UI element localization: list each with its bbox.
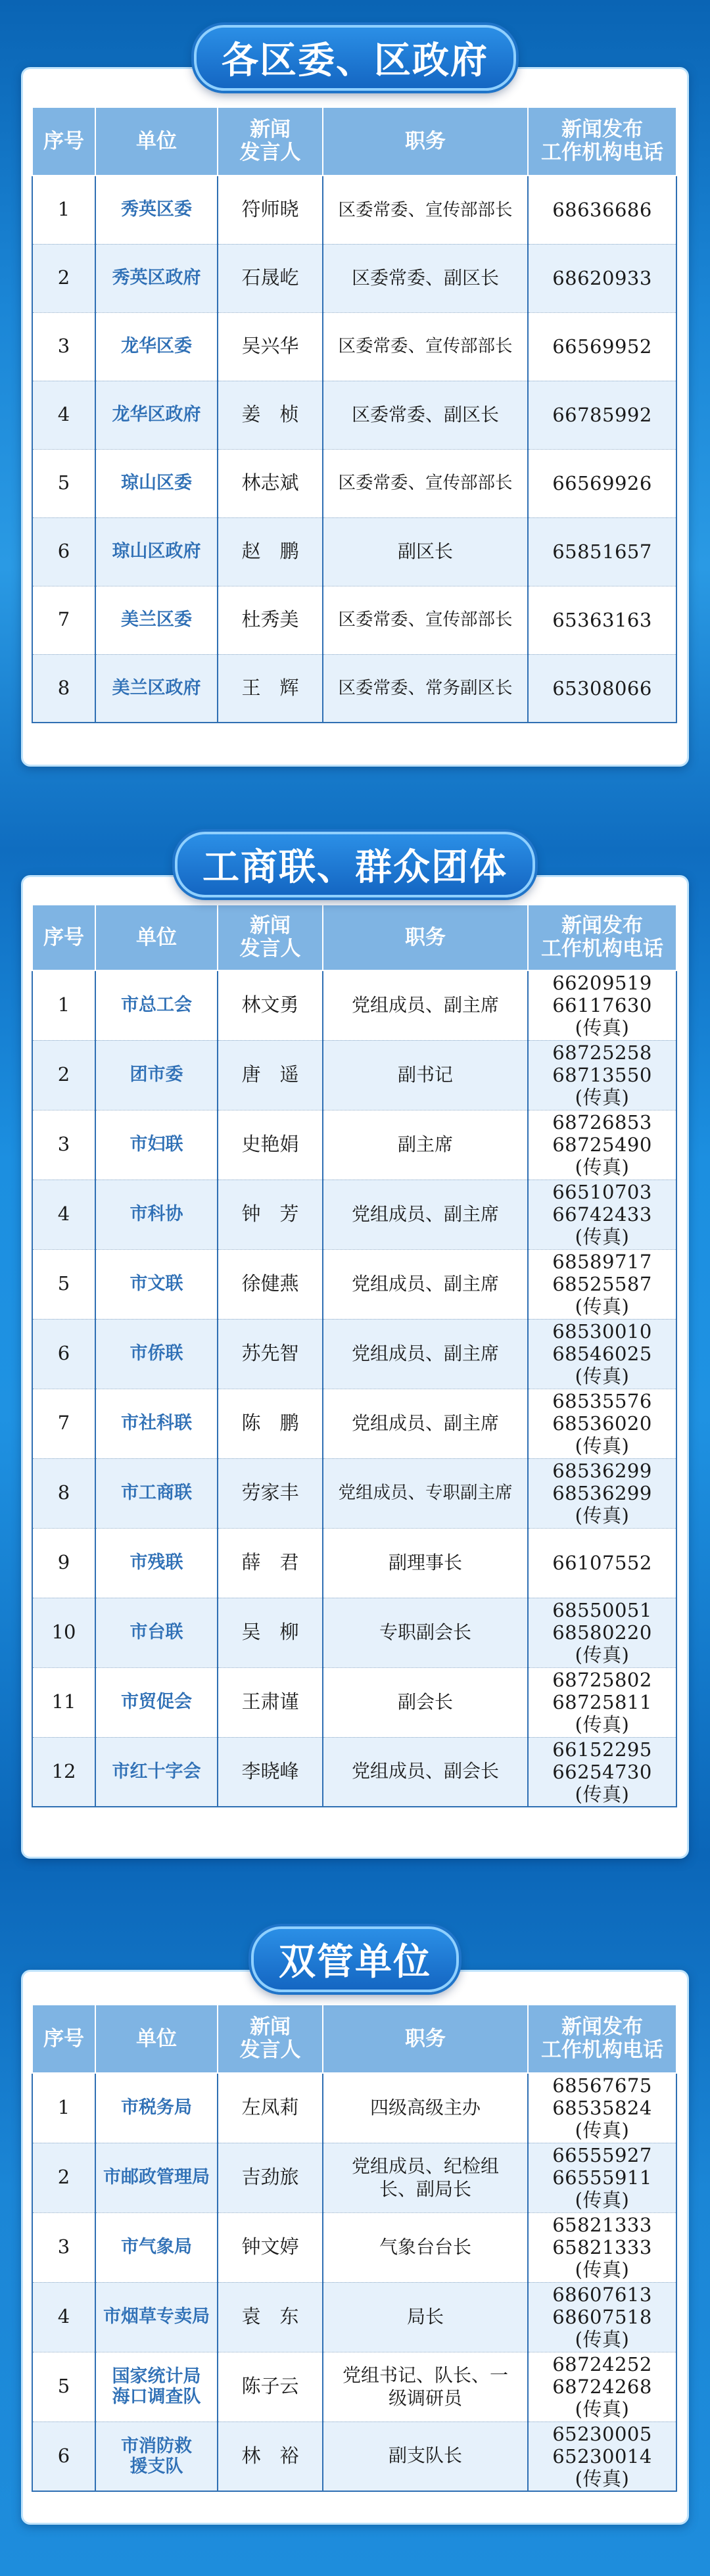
phone-number: 68725258: [552, 1041, 652, 1064]
header-unit: 单位: [95, 905, 218, 970]
phone-number: 65363163: [552, 609, 652, 631]
unit-name: 市工商联: [95, 1458, 218, 1528]
table-row: [32, 517, 676, 586]
spokesperson: 史艳娟: [218, 1110, 323, 1180]
row-number: 4: [32, 2282, 95, 2352]
unit-name: 市侨联: [95, 1319, 218, 1389]
spokesperson: 左凤莉: [218, 2073, 323, 2143]
phone-cell: [528, 1528, 676, 1598]
position: 局长: [323, 2282, 528, 2352]
fax-note: (传真): [575, 2119, 630, 2142]
position: 党组成员、副主席: [323, 1180, 528, 1249]
row-number: 7: [32, 586, 95, 654]
position: 党组成员、专职副主席: [323, 1458, 528, 1528]
table-row: [32, 1667, 676, 1737]
phone-number: 68713550: [552, 1064, 652, 1086]
phone-number: 68607518: [552, 2306, 652, 2328]
fax-note: (传真): [575, 2328, 630, 2350]
spokesperson: 赵 鹏: [218, 517, 323, 586]
position: 区委常委、副区长: [323, 244, 528, 312]
row-number: 4: [32, 1180, 95, 1249]
position: 党组成员、副主席: [323, 970, 528, 1040]
fax-note: (传真): [575, 1156, 630, 1178]
unit-name: 市红十字会: [95, 1737, 218, 1807]
header-duty: 职务: [323, 905, 528, 970]
phone-number: 65308066: [552, 677, 652, 700]
unit-name: 市文联: [95, 1249, 218, 1319]
position: 区委常委、宣传部部长: [323, 449, 528, 517]
header-speaker-line: 新闻: [250, 2015, 291, 2039]
unit-name: 市气象局: [95, 2212, 218, 2282]
unit-name: 市台联: [95, 1598, 218, 1667]
position: 副主席: [323, 1110, 528, 1180]
unit-name: 市妇联: [95, 1110, 218, 1180]
unit-name: 市烟草专卖局: [95, 2282, 218, 2352]
row-number: 5: [32, 1249, 95, 1319]
header-phone-line: 新闻发布: [561, 914, 643, 938]
unit-name: 国家统计局海口调查队: [95, 2352, 218, 2421]
table-row: [32, 2143, 676, 2212]
header-speaker-line: 新闻: [250, 914, 291, 938]
table-row: [32, 244, 676, 312]
phone-number: 68726853: [552, 1111, 652, 1133]
spokesperson: 苏先智: [218, 1319, 323, 1389]
unit-name: 龙华区委: [95, 312, 218, 381]
fax-note: (传真): [575, 1504, 630, 1527]
spokesperson: 吴 柳: [218, 1598, 323, 1667]
spokesperson: 林文勇: [218, 970, 323, 1040]
row-number: 5: [32, 2352, 95, 2421]
header-speaker: [218, 107, 323, 176]
section-title: 各区委、区政府: [194, 25, 516, 91]
phone-number: 66569926: [552, 472, 652, 494]
header-duty: 职务: [323, 2005, 528, 2073]
phone-number: 66569952: [552, 335, 652, 358]
table-row: [32, 1180, 676, 1249]
phone-number: 66742433: [552, 1203, 652, 1226]
row-number: 6: [32, 2421, 95, 2491]
table-row: [32, 449, 676, 517]
table-row: [32, 312, 676, 381]
spokesperson: 石晟屹: [218, 244, 323, 312]
position: 副会长: [323, 1667, 528, 1737]
row-number: 2: [32, 1040, 95, 1110]
spokesperson: 钟 芳: [218, 1180, 323, 1249]
phone-cell: [528, 517, 676, 586]
section-title: 双管单位: [251, 1926, 459, 1992]
spokesperson: 钟文婷: [218, 2212, 323, 2282]
position: 区委常委、宣传部部长: [323, 586, 528, 654]
phone-number: 65821333: [552, 2214, 652, 2236]
table: [32, 107, 677, 723]
header-speaker-line: 发言人: [239, 937, 301, 961]
spokesperson: 符师晓: [218, 176, 323, 244]
table-row: [32, 1737, 676, 1807]
phone-cell: [528, 1249, 676, 1319]
position: 党组成员、副主席: [323, 1249, 528, 1319]
position: 党组成员、副会长: [323, 1737, 528, 1807]
table-row: [32, 1528, 676, 1598]
phone-number: 68725802: [552, 1669, 652, 1691]
phone-number: 66510703: [552, 1181, 652, 1203]
table-row: [32, 970, 676, 1040]
phone-number: 68536299: [552, 1482, 652, 1504]
phone-number: 68724268: [552, 2375, 652, 2398]
phone-number: 68535824: [552, 2097, 652, 2120]
header-phone: [528, 107, 676, 176]
header-phone-line: 新闻发布: [561, 118, 643, 142]
phone-cell: [528, 1110, 676, 1180]
table: [32, 2004, 677, 2492]
spokesperson: 吉劲旅: [218, 2143, 323, 2212]
table-row: [32, 176, 676, 244]
phone-number: 68580220: [552, 1621, 652, 1644]
phone-cell: [528, 2212, 676, 2282]
spokesperson: 杜秀美: [218, 586, 323, 654]
phone-cell: [528, 312, 676, 381]
section-dual: [21, 1926, 689, 2525]
section-title: 工商联、群众团体: [175, 832, 535, 897]
header-no: 序号: [32, 905, 95, 970]
header-speaker: [218, 905, 323, 970]
phone-cell: [528, 1389, 676, 1458]
phone-cell: [528, 1319, 676, 1389]
position: 副书记: [323, 1040, 528, 1110]
unit-name: 市残联: [95, 1528, 218, 1598]
phone-number: 68567675: [552, 2074, 652, 2097]
fax-note: (传真): [575, 1016, 630, 1039]
phone-cell: [528, 1040, 676, 1110]
phone-number: 66152295: [552, 1738, 652, 1761]
phone-cell: [528, 970, 676, 1040]
row-number: 6: [32, 517, 95, 586]
spokesperson: 薛 君: [218, 1528, 323, 1598]
phone-cell: [528, 1667, 676, 1737]
phone-number: 68725811: [552, 1691, 652, 1713]
unit-name: 市消防救援支队: [95, 2421, 218, 2491]
header-phone: [528, 905, 676, 970]
header-unit: 单位: [95, 2005, 218, 2073]
phone-cell: [528, 2352, 676, 2421]
row-number: 6: [32, 1319, 95, 1389]
spokesperson: 姜 桢: [218, 381, 323, 449]
phone-number: 68535576: [552, 1390, 652, 1412]
header-speaker-line: 新闻: [250, 118, 291, 142]
row-number: 3: [32, 1110, 95, 1180]
phone-number: 68724252: [552, 2353, 652, 2375]
fax-note: (传真): [575, 2398, 630, 2420]
header-speaker-line: 发言人: [239, 141, 301, 164]
phone-cell: [528, 244, 676, 312]
header-row: [32, 905, 676, 970]
phone-cell: [528, 2073, 676, 2143]
row-number: 7: [32, 1389, 95, 1458]
table-row: [32, 1598, 676, 1667]
row-number: 11: [32, 1667, 95, 1737]
table-row: [32, 1110, 676, 1180]
header-phone-line: 工作机构电话: [541, 2038, 663, 2062]
table-row: [32, 586, 676, 654]
phone-number: 68546025: [552, 1343, 652, 1365]
table-row: [32, 1458, 676, 1528]
spokesperson: 王 辉: [218, 654, 323, 723]
position: 副理事长: [323, 1528, 528, 1598]
table-row: [32, 1319, 676, 1389]
spokesperson: 林 裕: [218, 2421, 323, 2491]
unit-name: 市税务局: [95, 2073, 218, 2143]
phone-number: 65230014: [552, 2445, 652, 2468]
row-number: 8: [32, 654, 95, 723]
fax-note: (传真): [575, 1435, 630, 1457]
unit-name: 美兰区政府: [95, 654, 218, 723]
section-groups: [21, 832, 689, 1859]
row-number: 4: [32, 381, 95, 449]
row-number: 8: [32, 1458, 95, 1528]
table-row: [32, 2421, 676, 2491]
phone-number: 68636686: [552, 199, 652, 222]
phone-cell: [528, 654, 676, 723]
phone-number: 68607613: [552, 2283, 652, 2306]
fax-note: (传真): [575, 2258, 630, 2281]
header-duty: 职务: [323, 107, 528, 176]
table-row: [32, 381, 676, 449]
header-speaker: [218, 2005, 323, 2073]
row-number: 1: [32, 970, 95, 1040]
phone-cell: [528, 2282, 676, 2352]
spokesperson: 唐 遥: [218, 1040, 323, 1110]
spokesperson: 王肃谨: [218, 1667, 323, 1737]
fax-note: (传真): [575, 1226, 630, 1248]
unit-name: 团市委: [95, 1040, 218, 1110]
table-row: [32, 1389, 676, 1458]
row-number: 3: [32, 2212, 95, 2282]
phone-number: 65851657: [552, 540, 652, 563]
phone-number: 66785992: [552, 404, 652, 426]
section-district: [21, 25, 689, 767]
spokesperson: 袁 东: [218, 2282, 323, 2352]
position: 区委常委、常务副区长: [323, 654, 528, 723]
spokesperson: 陈 鹏: [218, 1389, 323, 1458]
fax-note: (传真): [575, 1644, 630, 1666]
row-number: 1: [32, 176, 95, 244]
header-phone-line: 新闻发布: [561, 2015, 643, 2039]
phone-cell: [528, 1598, 676, 1667]
phone-number: 65230005: [552, 2422, 652, 2445]
table-row: [32, 654, 676, 723]
table-row: [32, 2352, 676, 2421]
phone-cell: [528, 1180, 676, 1249]
phone-number: 66555927: [552, 2144, 652, 2166]
fax-note: (传真): [575, 1086, 630, 1109]
phone-cell: [528, 176, 676, 244]
spokesperson: 劳家丰: [218, 1458, 323, 1528]
table-row: [32, 1249, 676, 1319]
phone-number: 68620933: [552, 267, 652, 289]
position: 党组成员、纪检组长、副局长: [323, 2143, 528, 2212]
phone-number: 65821333: [552, 2236, 652, 2258]
table-row: [32, 2073, 676, 2143]
spokesperson: 林志斌: [218, 449, 323, 517]
header-no: 序号: [32, 2005, 95, 2073]
header-speaker-line: 发言人: [239, 2038, 301, 2062]
position: 区委常委、宣传部部长: [323, 312, 528, 381]
unit-name: 市总工会: [95, 970, 218, 1040]
spokesperson: 李晓峰: [218, 1737, 323, 1807]
row-number: 2: [32, 244, 95, 312]
unit-name: 市贸促会: [95, 1667, 218, 1737]
spokesperson: 陈子云: [218, 2352, 323, 2421]
row-number: 9: [32, 1528, 95, 1598]
spokesperson: 徐健燕: [218, 1249, 323, 1319]
phone-number: 68530010: [552, 1320, 652, 1343]
phone-number: 66209519: [552, 972, 652, 995]
phone-cell: [528, 1458, 676, 1528]
phone-number: 68725490: [552, 1133, 652, 1156]
header-row: [32, 2005, 676, 2073]
header-no: 序号: [32, 107, 95, 176]
phone-cell: [528, 381, 676, 449]
position: 四级高级主办: [323, 2073, 528, 2143]
position: 气象台台长: [323, 2212, 528, 2282]
position: 副区长: [323, 517, 528, 586]
unit-name: 美兰区委: [95, 586, 218, 654]
phone-cell: [528, 586, 676, 654]
fax-note: (传真): [575, 2189, 630, 2211]
row-number: 2: [32, 2143, 95, 2212]
phone-number: 68536020: [552, 1412, 652, 1435]
unit-name: 市邮政管理局: [95, 2143, 218, 2212]
phone-number: 66107552: [552, 1552, 652, 1574]
position: 副支队长: [323, 2421, 528, 2491]
position: 党组成员、副主席: [323, 1389, 528, 1458]
header-phone: [528, 2005, 676, 2073]
phone-number: 68525587: [552, 1273, 652, 1295]
header-unit: 单位: [95, 107, 218, 176]
position: 专职副会长: [323, 1598, 528, 1667]
phone-number: 68589717: [552, 1251, 652, 1273]
fax-note: (传真): [575, 1365, 630, 1387]
unit-name: 秀英区政府: [95, 244, 218, 312]
unit-name: 龙华区政府: [95, 381, 218, 449]
table-row: [32, 2282, 676, 2352]
header-phone-line: 工作机构电话: [541, 141, 663, 164]
phone-cell: [528, 2421, 676, 2491]
phone-cell: [528, 2143, 676, 2212]
row-number: 5: [32, 449, 95, 517]
unit-name: 市社科联: [95, 1389, 218, 1458]
phone-number: 66555911: [552, 2166, 652, 2189]
position: 区委常委、宣传部部长: [323, 176, 528, 244]
row-number: 10: [32, 1598, 95, 1667]
position: 党组成员、副主席: [323, 1319, 528, 1389]
unit-name: 秀英区委: [95, 176, 218, 244]
unit-name: 琼山区政府: [95, 517, 218, 586]
fax-note: (传真): [575, 2467, 630, 2490]
table-row: [32, 1040, 676, 1110]
phone-number: 68536299: [552, 1460, 652, 1482]
phone-cell: [528, 1737, 676, 1807]
position: 党组书记、队长、一级调研员: [323, 2352, 528, 2421]
phone-number: 68550051: [552, 1599, 652, 1621]
position: 区委常委、副区长: [323, 381, 528, 449]
row-number: 3: [32, 312, 95, 381]
fax-note: (传真): [575, 1782, 630, 1805]
phone-cell: [528, 449, 676, 517]
table-row: [32, 2212, 676, 2282]
unit-name: 市科协: [95, 1180, 218, 1249]
fax-note: (传真): [575, 1713, 630, 1736]
phone-number: 66117630: [552, 994, 652, 1017]
header-phone-line: 工作机构电话: [541, 937, 663, 961]
header-row: [32, 107, 676, 176]
fax-note: (传真): [575, 1295, 630, 1318]
row-number: 12: [32, 1737, 95, 1807]
phone-number: 66254730: [552, 1760, 652, 1783]
spokesperson: 吴兴华: [218, 312, 323, 381]
row-number: 1: [32, 2073, 95, 2143]
unit-name: 琼山区委: [95, 449, 218, 517]
table: [32, 904, 677, 1807]
